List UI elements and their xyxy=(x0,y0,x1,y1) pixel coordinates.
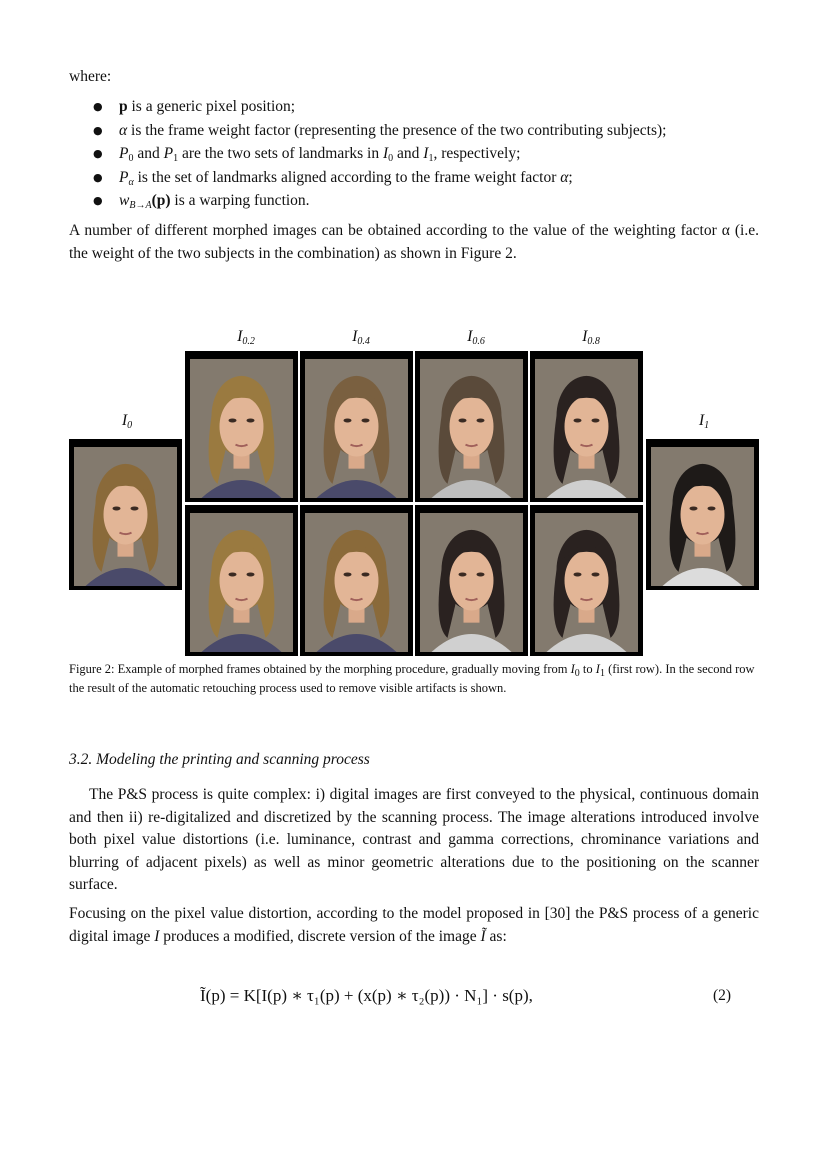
equation-number: (2) xyxy=(713,987,732,1004)
definition-list xyxy=(69,95,759,213)
section-heading: 3.2. Modeling the printing and scanning process xyxy=(69,751,370,768)
label-i04: $I_{0.4}$ xyxy=(352,328,370,347)
label-i0: $I_0$ xyxy=(121,412,133,431)
photo-i06-retouched xyxy=(415,505,528,656)
photo-i04-raw xyxy=(300,351,413,502)
photo-i06-raw xyxy=(415,351,528,502)
bullet-icon: ● xyxy=(93,123,103,137)
list-item: ● $w_{B\to A}(p)$ is a warping function. xyxy=(69,189,759,213)
bullet-icon: ● xyxy=(93,170,103,184)
label-i02: $I_{0.2}$ xyxy=(237,328,255,347)
photo-i0 xyxy=(69,439,182,590)
paragraph-morphing: A number of different morphed images can be obtained according to the value of the weighting factor α (i.e. the weight of the two subjects in the combination) as shown in Figure 2. xyxy=(69,222,759,262)
figure-caption: Figure 2: Example of morphed frames obtained by the morphing procedure, gradually moving from $I_0$ to $I_1$ (first row). In the second row the result of the automatic retouching process used to remove visible artifacts is shown. xyxy=(69,662,755,695)
photo-i1 xyxy=(646,439,759,590)
bullet-icon: ● xyxy=(93,100,103,113)
label-i08: $I_{0.8}$ xyxy=(582,328,600,347)
photo-i08-retouched xyxy=(530,505,643,656)
photo-i02-retouched xyxy=(185,505,298,656)
label-i06: $I_{0.6}$ xyxy=(467,328,485,347)
paragraph-pixel-distortion: Focusing on the pixel value distortion, according to the model proposed in [30] the P&S process of a generic digital image I produces a modified, discrete version of the image Ĩ as: xyxy=(69,905,759,945)
list-item: ● $P_\alpha$ is the set of landmarks aligned according to the frame weight factor α; xyxy=(69,166,759,190)
list-item: ● α is the frame weight factor (representing the presence of the two contributing subjects); xyxy=(69,119,759,143)
list-item: ● $P_0$ and $P_1$ are the two sets of landmarks in $I_0$ and $I_1$, respectively; xyxy=(69,142,759,166)
photo-i08-raw xyxy=(530,351,643,502)
intro-text: where: xyxy=(69,68,112,85)
photo-i02-raw xyxy=(185,351,298,502)
equation-body: Ĩ(p) = K[I(p) ∗ τ₁(p) + (x(p) ∗ τ₂(p)) · N₁] · s(p), xyxy=(200,986,533,1005)
label-i1: $I_1$ xyxy=(698,412,710,431)
photo-i04-retouched xyxy=(300,505,413,656)
paragraph-ps-process: The P&S process is quite complex: i) digital images are first conveyed to the physical, continuous domain and then ii) re-digitalized and discretized by the scanning process. The image alterations introduced involve both pixel value distortions (i.e. luminance, contrast and gamma corrections, chrominance variations and blurring of adjacent pixels) as well as minor geometric alterations due to the positioning on the scanner surface. xyxy=(69,786,759,893)
bullet-icon: ● xyxy=(93,194,103,207)
bullet-icon: ● xyxy=(93,147,103,160)
list-item: ● p is a generic pixel position; xyxy=(69,95,759,119)
